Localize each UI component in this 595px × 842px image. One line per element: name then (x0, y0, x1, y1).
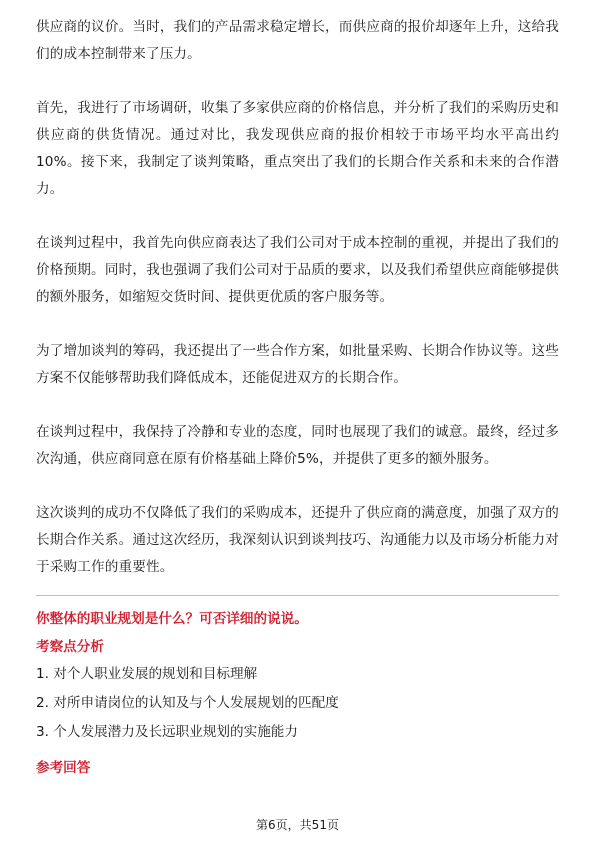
section-divider (36, 595, 559, 596)
paragraph-intro-continued: 供应商的议价。当时，我们的产品需求稳定增长，而供应商的报价却逐年上升，这给我们的成本控制带来了压力。 (36, 19, 559, 62)
paragraph-cooperation-plan: 为了增加谈判的筹码，我还提出了一些合作方案，如批量采购、长期合作协议等。这些方案不仅能够帮助我们降低成本，还能促进双方的长期合作。 (36, 343, 559, 386)
answer-heading: 参考回答 (36, 760, 91, 776)
list-item: 2. 对所申请岗位的认知及与个人发展规划的匹配度 (36, 695, 339, 711)
paragraph-market-research: 首先，我进行了市场调研，收集了多家供应商的价格信息，并分析了我们的采购历史和供应商的供货情况。通过对比，我发现供应商的报价相较于市场平均水平高出约10%。接下来，我制定了谈判策略，重点突出了我们的长期合作关系和未来的合作潜力。 (36, 100, 559, 197)
page-number: 第6页，共51页 (256, 818, 339, 832)
question-heading: 你整体的职业规划是什么？可否详细的说说。 (36, 611, 308, 627)
analysis-list (36, 660, 559, 747)
paragraph-negotiation-process: 在谈判过程中，我首先向供应商表达了我们公司对于成本控制的重视，并提出了我们的价格预期。同时，我也强调了我们公司对于品质的要求，以及我们希望供应商能够提供的额外服务，如缩短交货时间、提供更优质的客户服务等。 (36, 235, 559, 305)
paragraph-reflection: 这次谈判的成功不仅降低了我们的采购成本，还提升了供应商的满意度，加强了双方的长期合作关系。通过这次经历，我深刻认识到谈判技巧、沟通能力以及市场分析能力对于采购工作的重要性。 (36, 505, 559, 575)
paragraph-outcome: 在谈判过程中，我保持了冷静和专业的态度，同时也展现了我们的诚意。最终，经过多次沟通，供应商同意在原有价格基础上降价5%，并提供了更多的额外服务。 (36, 424, 559, 467)
list-item: 1. 对个人职业发展的规划和目标理解 (36, 666, 258, 682)
document-page (36, 14, 559, 781)
list-item: 3. 个人发展潜力及长远职业规划的实施能力 (36, 724, 298, 740)
analysis-heading: 考察点分析 (36, 639, 104, 655)
